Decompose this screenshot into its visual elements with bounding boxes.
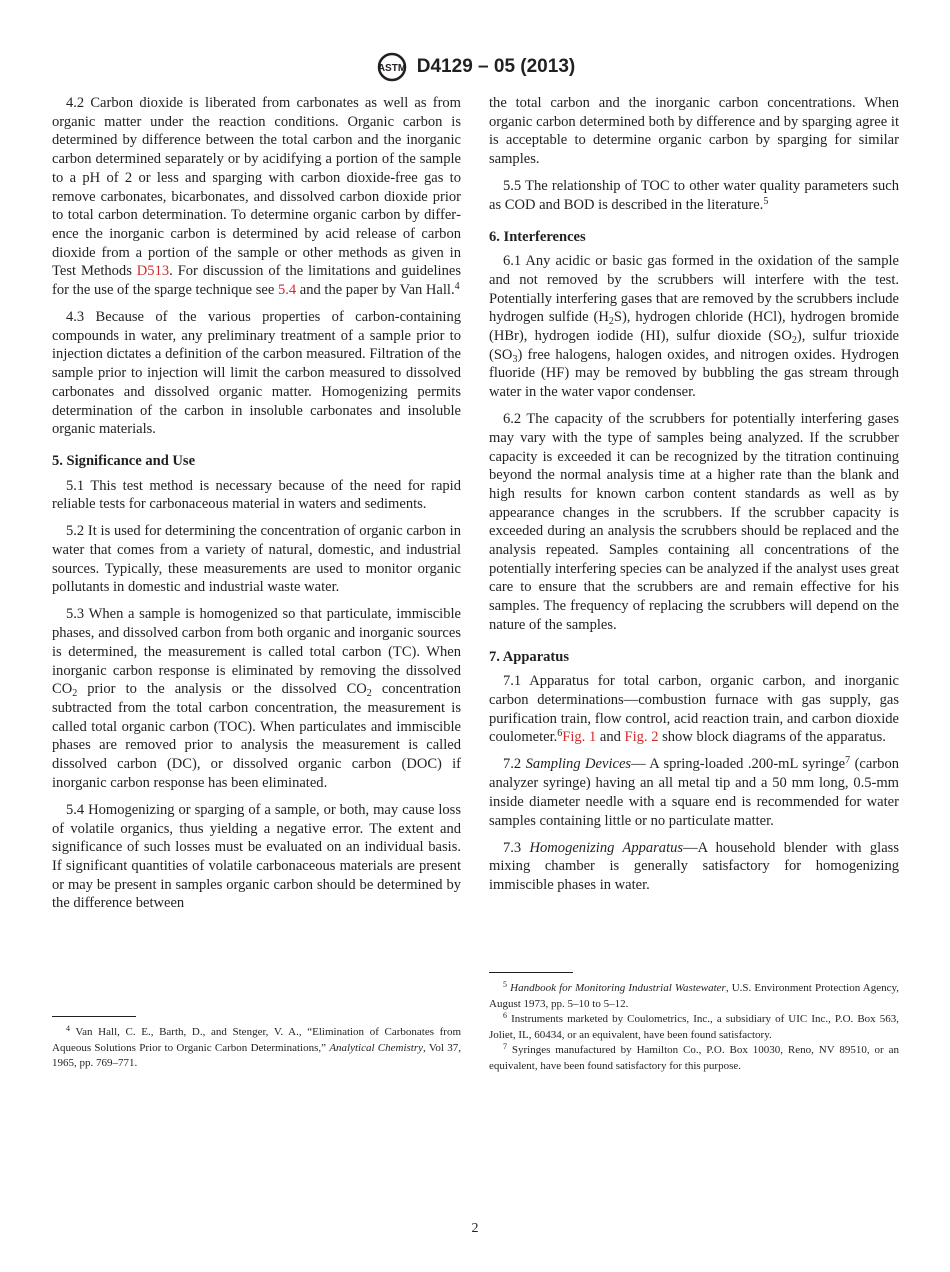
- cross-reference-link[interactable]: Fig. 2: [624, 729, 659, 746]
- text-run: 7.1 Apparatus for total carbon, organic carbon, and inorganic carbon determinations—combustion furnace with gas supply, gas purification train, flow control, acid reaction train, and carbon dioxide coulometer.: [489, 673, 899, 746]
- text-run: , Vol 37, 1965, pp. 769–771.: [52, 1041, 461, 1070]
- subscript: 2: [72, 688, 78, 700]
- paragraph: [52, 308, 461, 439]
- subscript: 2: [608, 316, 614, 328]
- paragraph: [489, 94, 899, 169]
- text-run: , U.S. Environment Protection Agency, August 1973, pp. 5–10 to 5–12.: [489, 982, 899, 1010]
- text-run: 5.4 Homogenizing or sparging of a sample, or both, may cause loss of volatile organics, thus yielding a negative error. The extent and significance of such losses must be evaluated on an individual basis. If significant quantities of volatile carbonaceous materials are present or may be present in samples organic carbon should be determined by the difference between: [52, 801, 461, 912]
- paragraph: [52, 94, 461, 300]
- text-run: ), sulfur trioxide (SO: [489, 328, 899, 363]
- footnote: [52, 1025, 461, 1072]
- footnote: [489, 981, 899, 1012]
- footnote-divider: [52, 1016, 136, 1017]
- section-heading: [489, 228, 899, 247]
- text-run: . For discussion of the limitations and guidelines for the use of the sparge technique see: [52, 263, 461, 299]
- text-run: 6. Interferences: [489, 228, 586, 245]
- text-run: 6.2 The capacity of the scrubbers for potentially interfering gases may vary with the type of samples being analyzed. If the scrubber capacity is exceeded it can be recognized by the titration continuing beyond the normal analysis time at a higher rate than the blank and high results for known carbon content standards as well as by appearance changes in the scrubbers. If the scrubber capacity is exceeded during an analysis the scrubbers should be replaced and the analysis repeated. Samples containing all concentrations of the potentially interfering species can be analyzed if the analyst uses great care to ensure that the scrubbers are and remain effective for his samples. The frequency of replacing the scrubbers will depend on the nature of the samples.: [489, 411, 899, 633]
- cross-reference-link[interactable]: 5.4: [277, 282, 297, 299]
- text-run: 5.5 The relationship of TOC to other water quality parameters such as COD and BOD is described in the literature.: [489, 178, 899, 213]
- text-run: 5.3 When a sample is homogenized so that particulate, immiscible phases, and dissolved carbon from both organic and inorganic sources is determined, the measurement is called total carbon (TC). When inorganic carbon response is eliminated by removing the dissolved CO: [52, 606, 461, 698]
- superscript: 5: [763, 195, 769, 207]
- paragraph: [52, 477, 461, 514]
- paragraph: [489, 410, 899, 634]
- paragraph: [489, 252, 899, 402]
- text-run: 5.2 It is used for determining the concentration of organic carbon in water that comes from a variety of natural, domestic, and industrial sources. Typically, these measurements are used to monitor organic pollutants in domestic and industrial waste water.: [52, 523, 461, 596]
- paragraph: [489, 755, 899, 830]
- cross-reference-link[interactable]: Fig. 1: [562, 729, 597, 746]
- text-run: concentration subtracted from the total carbon concentration, the measurement is called total organic carbon (TOC). When particulates and immiscible phases are removed prior to analysis the measurement is called dissolved carbon (DC), or dissolved organic carbon (DOC) if inorganic carbon response has been eliminated.: [52, 681, 461, 791]
- footnotes-left: [52, 1025, 461, 1072]
- paragraph: [489, 672, 899, 747]
- text-run: 4.2 Carbon dioxide is liberated from carbonates as well as from organic matter under the reaction conditions. Organic carbon is determined by difference between the total carbon and the inorganic carbon determined separately or by acidifying a portion of the sample to a pH of 2 or less and sparging with carbon dioxide-free gas to remove carbonates, bicarbonates, and dissolved carbon dioxide prior to total carbon determination. To determine organic carbon by difference the inorganic carbon is determined by acid release of carbon dioxide from a portion of the sample or other methods as given in Test Methods: [52, 95, 461, 280]
- italic-text: Analytical Chemistry: [329, 1041, 424, 1054]
- superscript: 7: [845, 755, 851, 767]
- footnote-divider: [489, 972, 573, 973]
- left-column: [52, 94, 461, 921]
- italic-text: Sampling Devices: [525, 756, 632, 773]
- paragraph: [52, 522, 461, 597]
- astm-logo-icon: [375, 52, 409, 82]
- cross-reference-link[interactable]: D513: [136, 263, 170, 280]
- subscript: 2: [366, 688, 372, 700]
- superscript: 4: [66, 1024, 70, 1033]
- paragraph: [52, 605, 461, 792]
- text-run: and: [596, 729, 625, 746]
- paragraph: [489, 177, 899, 214]
- superscript: 6: [557, 728, 563, 740]
- text-run: Van Hall, C. E., Barth, D., and Stenger, V. A., “Elimination of Carbonates from Aqueous Solutions Prior to Organic Carbon Determinations,”: [52, 1026, 461, 1054]
- text-run: Instruments marketed by Coulometrics, Inc., a subsidiary of UIC Inc., P.O. Box 563, Joliet, IL, 60434, or an equivalent, have been found satisfactory.: [489, 1013, 899, 1041]
- paragraph: [489, 839, 899, 895]
- text-run: 6.1 Any acidic or basic gas formed in the oxidation of the sample and not removed by the scrubbers will interfere with the test. Potentially interfering gases that are removed by the scrubbers include hydrogen sulfide (H: [489, 253, 900, 326]
- section-heading: [489, 648, 899, 667]
- text-run: 7. Apparatus: [489, 648, 570, 665]
- italic-text: Handbook for Monitoring Industrial Wastewater: [510, 982, 726, 994]
- text-run: 7.3: [503, 839, 530, 856]
- subscript: 3: [512, 353, 518, 365]
- section-heading: [52, 452, 461, 471]
- text-run: Syringes manufactured by Hamilton Co., P.O. Box 10030, Reno, NV 89510, or an equivalent, have been found satisfactory for this purpose.: [489, 1044, 899, 1072]
- text-run: S), hydrogen chloride (HCl), hydrogen bromide (HBr), hydrogen iodide (HI), sulfur dioxide (SO: [489, 309, 899, 345]
- text-run: 5.1 This test method is necessary because of the need for rapid reliable tests for carbonaceous material in waters and sediments.: [52, 477, 461, 513]
- footnotes-right: [489, 981, 899, 1075]
- text-run: prior to the analysis or the dissolved CO: [77, 681, 367, 698]
- page-header: [0, 52, 950, 82]
- page-number: 2: [471, 1221, 479, 1236]
- text-run: — A spring-loaded .200-mL syringe: [631, 756, 846, 773]
- right-column: [489, 94, 899, 903]
- superscript: 6: [503, 1011, 507, 1021]
- superscript: 7: [503, 1042, 507, 1052]
- superscript: 4: [454, 281, 460, 293]
- document-title: D4129 – 05 (2013): [416, 56, 576, 77]
- text-run: and the paper by Van Hall.: [296, 282, 455, 299]
- text-run: 4.3 Because of the various properties of carbon-containing compounds in water, any preliminary treatment of a sample prior to injection dictates a definition of the carbon measured. Filtration of the sample prior to injection will limit the carbon measured to dissolved carbonates and dissolved organic matter. Homogenizing permits determination of the carbon in insoluble carbonates and insoluble organic materials.: [52, 309, 461, 438]
- superscript: 5: [503, 980, 507, 989]
- text-run: 7.2: [503, 756, 526, 773]
- text-run: (carbon analyzer syringe) having an all metal tip and a 50 mm long, 0.5-mm inside diameter needle with a square end is recommended for water samples containing little or no particulate matter.: [489, 756, 899, 829]
- footnote: [489, 1012, 899, 1043]
- text-run: 5. Significance and Use: [52, 452, 196, 469]
- italic-text: Homogenizing Apparatus: [529, 839, 684, 856]
- text-run: ) free halogens, halogen oxides, and nitrogen oxides. Hydrogen fluoride (HF) may be removed by bubbling the gas stream through water in the water vapor condenser.: [489, 346, 899, 401]
- svg-text:ASTM: ASTM: [377, 63, 406, 74]
- subscript: 2: [791, 335, 797, 347]
- paragraph: [52, 801, 461, 913]
- footnote: [489, 1043, 899, 1074]
- text-run: show block diagrams of the apparatus.: [658, 729, 886, 746]
- text-run: —A household blender with glass mixing chamber is generally satisfactory for homogenizing immiscible phases in water.: [489, 839, 900, 893]
- text-run: the total carbon and the inorganic carbon concentrations. When organic carbon determined both by difference and by sparging agree it is acceptable to determine organic carbon by sparging for similar samples.: [489, 95, 899, 168]
